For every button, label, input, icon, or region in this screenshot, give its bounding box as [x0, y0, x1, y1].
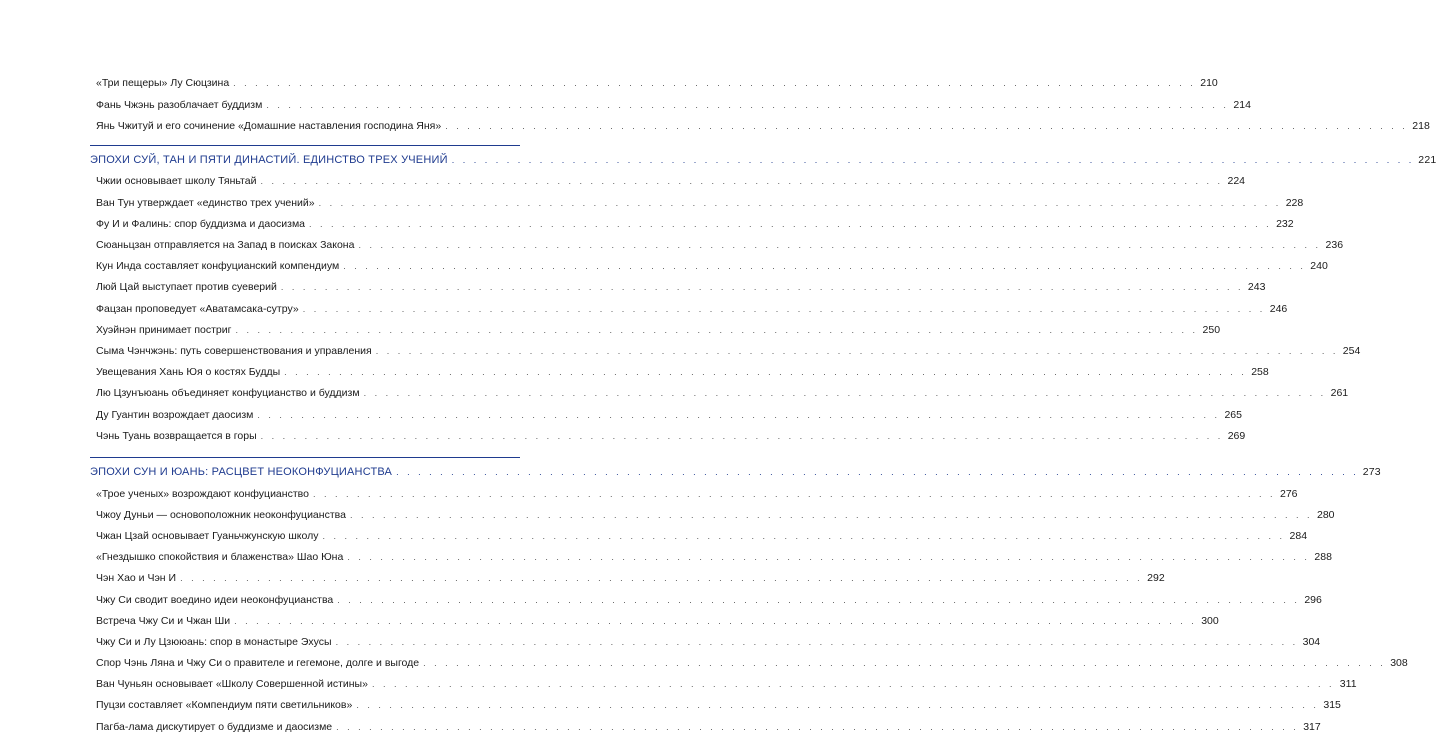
toc-entry-title: Фу И и Фалинь: спор буддизма и даосизма	[96, 218, 306, 230]
dot-leader: . . . . . . . . . . . . . . . . . . . . . . . . . . . . . . . . . . . . . . . . . . . . . . . . . . . . . . . . . . . . . . . . . . . . . . . . . . . . . . . . . . . . . . . .	[312, 489, 1276, 499]
toc-entry[interactable]	[96, 508, 1335, 522]
toc-entry-page: 243	[1247, 281, 1266, 293]
toc-entry-title: Пуцзи составляет «Компендиум пяти светильников»	[96, 699, 353, 711]
toc-entry-page: 261	[1330, 387, 1349, 399]
toc-entry[interactable]	[96, 677, 1357, 691]
dot-leader: . . . . . . . . . . . . . . . . . . . . . . . . . . . . . . . . . . . . . . . . . . . . . . . . . . . . . . . . . . . . . . . . . . . . . . . . . . . . . . . . . . . . . . . .	[451, 155, 1415, 165]
dot-leader: . . . . . . . . . . . . . . . . . . . . . . . . . . . . . . . . . . . . . . . . . . . . . . . . . . . . . . . . . . . . . . . . . . . . . . . . . . . . . . . . . . . . . . . .	[257, 410, 1220, 420]
toc-entry-title: Чжоу Дуньи — основоположник неоконфуцианства	[96, 509, 346, 521]
toc-entry-title: Хуэйнэн принимает постриг	[96, 324, 232, 336]
toc-entry[interactable]	[96, 196, 1304, 210]
toc-entry-title: Ван Тун утверждает «единство трех учений»	[96, 197, 315, 209]
toc-entry[interactable]	[96, 408, 1242, 422]
toc-entry-title: Встреча Чжу Си и Чжан Ши	[96, 615, 231, 627]
dot-leader: . . . . . . . . . . . . . . . . . . . . . . . . . . . . . . . . . . . . . . . . . . . . . . . . . . . . . . . . . . . . . . . . . . . . . . . . . . . . . . . . . . . . . . . .	[335, 637, 1299, 647]
toc-entry-title: Фань Чжэнь разоблачает буддизм	[96, 99, 263, 111]
toc-entry-page: 269	[1227, 430, 1246, 442]
toc-entry[interactable]	[96, 323, 1221, 337]
dot-leader: . . . . . . . . . . . . . . . . . . . . . . . . . . . . . . . . . . . . . . . . . . . . . . . . . . . . . . . . . . . . . . . . . . . . . . . . . . . . . . . . . . . . . . . .	[375, 346, 1339, 356]
toc-entry-page: 265	[1224, 409, 1242, 421]
dot-leader: . . . . . . . . . . . . . . . . . . . . . . . . . . . . . . . . . . . . . . . . . . . . . . . . . . . . . . . . . . . . . . . . . . . . . . . . . . . . . . . . . . . . . . . .	[343, 261, 1306, 271]
toc-entry-page: 218	[1412, 120, 1430, 132]
section-heading-page: 273	[1362, 466, 1381, 478]
toc-entry-page: 280	[1317, 509, 1335, 521]
toc-entry[interactable]	[96, 365, 1269, 379]
toc-entry-page: 224	[1227, 175, 1246, 187]
toc-entry[interactable]	[96, 344, 1361, 358]
section-heading[interactable]	[90, 465, 1381, 479]
toc-entry-title: Лю Цзунъюань объединяет конфуцианство и буддизм	[96, 387, 360, 399]
toc-entry-page: 308	[1390, 657, 1408, 669]
dot-leader: . . . . . . . . . . . . . . . . . . . . . . . . . . . . . . . . . . . . . . . . . . . . . . . . . . . . . . . . . . . . . . . . . . . . . . . . . . . . . . . . . . . . . . . .	[356, 700, 1319, 710]
dot-leader: . . . . . . . . . . . . . . . . . . . . . . . . . . . . . . . . . . . . . . . . . . . . . . . . . . . . . . . . . . . . . . . . . . . . . . . . . . . . . . . . . . . . . . . .	[349, 510, 1313, 520]
dot-leader: . . . . . . . . . . . . . . . . . . . . . . . . . . . . . . . . . . . . . . . . . . . . . . . . . . . . . . . . . . . . . . . . . . . . . . . . . . . . . . . . . . . . . . . .	[396, 467, 1359, 477]
toc-entry-page: 317	[1303, 721, 1321, 733]
toc-entry-page: 228	[1285, 197, 1304, 209]
toc-entry[interactable]	[96, 98, 1251, 112]
dot-leader: . . . . . . . . . . . . . . . . . . . . . . . . . . . . . . . . . . . . . . . . . . . . . . . . . . . . . . . . . . . . . . . . . . . . . . . . . . . . . . . . . . . . . . . .	[234, 616, 1197, 626]
toc-entry-title: Ван Чуньян основывает «Школу Совершенной истины»	[96, 678, 368, 690]
dot-leader: . . . . . . . . . . . . . . . . . . . . . . . . . . . . . . . . . . . . . . . . . . . . . . . . . . . . . . . . . . . . . . . . . . . . . . . . . . . . . . . . . . . . . . . .	[235, 325, 1199, 335]
toc-entry[interactable]	[96, 429, 1246, 443]
toc-entry-page: 236	[1325, 239, 1344, 251]
toc-entry[interactable]	[96, 635, 1321, 649]
toc-entry-title: Чэнь Туань возвращается в горы	[96, 430, 257, 442]
dot-leader: . . . . . . . . . . . . . . . . . . . . . . . . . . . . . . . . . . . . . . . . . . . . . . . . . . . . . . . . . . . . . . . . . . . . . . . . . . . . . . . . . . . . . . . .	[302, 304, 1266, 314]
toc-entry-page: 315	[1323, 699, 1341, 711]
toc-entry-page: 258	[1251, 366, 1269, 378]
toc-entry[interactable]	[96, 280, 1266, 294]
toc-entry-title: Ду Гуантин возрождает даосизм	[96, 409, 254, 421]
toc-entry-title: Сыма Чэнчжэнь: путь совершенствования и управления	[96, 345, 372, 357]
dot-leader: . . . . . . . . . . . . . . . . . . . . . . . . . . . . . . . . . . . . . . . . . . . . . . . . . . . . . . . . . . . . . . . . . . . . . . . . . . . . . . . . . . . . . . . .	[280, 282, 1244, 292]
toc-entry-page: 240	[1310, 260, 1328, 272]
toc-entry-page: 250	[1202, 324, 1221, 336]
toc-entry-page: 300	[1201, 615, 1219, 627]
section-rule	[90, 457, 520, 458]
toc-entry-page: 246	[1269, 303, 1288, 315]
toc-entry-title: Чжии основывает школу Тяньтай	[96, 175, 257, 187]
toc-entry-page: 304	[1302, 636, 1321, 648]
toc-entry-page: 292	[1147, 572, 1165, 584]
toc-entry-page: 210	[1200, 77, 1218, 89]
toc-entry-title: Чэн Хао и Чэн И	[96, 572, 177, 584]
dot-leader: . . . . . . . . . . . . . . . . . . . . . . . . . . . . . . . . . . . . . . . . . . . . . . . . . . . . . . . . . . . . . . . . . . . . . . . . . . . . . . . . . . . . . . . .	[322, 531, 1286, 541]
toc-entry-page: 214	[1233, 99, 1251, 111]
toc-entry[interactable]	[96, 487, 1298, 501]
dot-leader: . . . . . . . . . . . . . . . . . . . . . . . . . . . . . . . . . . . . . . . . . . . . . . . . . . . . . . . . . . . . . . . . . . . . . . . . . . . . . . . . . . . . . . . .	[260, 431, 1224, 441]
dot-leader: . . . . . . . . . . . . . . . . . . . . . . . . . . . . . . . . . . . . . . . . . . . . . . . . . . . . . . . . . . . . . . . . . . . . . . . . . . . . . . . . . . . . . . . .	[180, 573, 1143, 583]
dot-leader: . . . . . . . . . . . . . . . . . . . . . . . . . . . . . . . . . . . . . . . . . . . . . . . . . . . . . . . . . . . . . . . . . . . . . . . . . . . . . . . . . . . . . . . .	[233, 78, 1196, 88]
toc-entry-page: 311	[1339, 678, 1357, 690]
dot-leader: . . . . . . . . . . . . . . . . . . . . . . . . . . . . . . . . . . . . . . . . . . . . . . . . . . . . . . . . . . . . . . . . . . . . . . . . . . . . . . . . . . . . . . . .	[336, 722, 1299, 732]
dot-leader: . . . . . . . . . . . . . . . . . . . . . . . . . . . . . . . . . . . . . . . . . . . . . . . . . . . . . . . . . . . . . . . . . . . . . . . . . . . . . . . . . . . . . . . .	[266, 100, 1229, 110]
section-heading[interactable]	[90, 153, 1436, 167]
toc-entry-title: «Три пещеры» Лу Сюцзина	[96, 77, 230, 89]
dot-leader: . . . . . . . . . . . . . . . . . . . . . . . . . . . . . . . . . . . . . . . . . . . . . . . . . . . . . . . . . . . . . . . . . . . . . . . . . . . . . . . . . . . . . . . .	[423, 658, 1386, 668]
section-rule	[90, 145, 520, 146]
toc-entry[interactable]	[96, 529, 1308, 543]
toc-entry[interactable]	[96, 656, 1408, 670]
toc-entry-page: 276	[1280, 488, 1298, 500]
dot-leader: . . . . . . . . . . . . . . . . . . . . . . . . . . . . . . . . . . . . . . . . . . . . . . . . . . . . . . . . . . . . . . . . . . . . . . . . . . . . . . . . . . . . . . . .	[347, 552, 1310, 562]
toc-entry-title: Сюаньцзан отправляется на Запад в поисках Закона	[96, 239, 355, 251]
toc-entry-page: 296	[1304, 594, 1322, 606]
toc-entry-title: «Трое ученых» возрождают конфуцианство	[96, 488, 309, 500]
toc-entry-page: 284	[1289, 530, 1308, 542]
dot-leader: . . . . . . . . . . . . . . . . . . . . . . . . . . . . . . . . . . . . . . . . . . . . . . . . . . . . . . . . . . . . . . . . . . . . . . . . . . . . . . . . . . . . . . . .	[363, 388, 1327, 398]
toc-entry[interactable]	[96, 698, 1341, 712]
toc-entry[interactable]	[96, 119, 1430, 133]
toc-entry-title: Чжу Си и Лу Цзююань: спор в монастыре Эхусы	[96, 636, 332, 648]
toc-entry[interactable]	[96, 386, 1349, 400]
dot-leader: . . . . . . . . . . . . . . . . . . . . . . . . . . . . . . . . . . . . . . . . . . . . . . . . . . . . . . . . . . . . . . . . . . . . . . . . . . . . . . . . . . . . . . . .	[371, 679, 1335, 689]
toc-entry-page: 288	[1314, 551, 1332, 563]
toc-entry[interactable]	[96, 593, 1322, 607]
toc-entry-title: Спор Чэнь Ляна и Чжу Си о правителе и гегемоне, долге и выгоде	[96, 657, 420, 669]
toc-entry-title: Пагба-лама дискутирует о буддизме и даосизме	[96, 721, 333, 733]
dot-leader: . . . . . . . . . . . . . . . . . . . . . . . . . . . . . . . . . . . . . . . . . . . . . . . . . . . . . . . . . . . . . . . . . . . . . . . . . . . . . . . . . . . . . . . .	[358, 240, 1322, 250]
toc-entry-title: Люй Цай выступает против суеверий	[96, 281, 277, 293]
toc-entry-title: Кун Инда составляет конфуцианский компендиум	[96, 260, 340, 272]
toc-entry[interactable]	[96, 238, 1344, 252]
dot-leader: . . . . . . . . . . . . . . . . . . . . . . . . . . . . . . . . . . . . . . . . . . . . . . . . . . . . . . . . . . . . . . . . . . . . . . . . . . . . . . . . . . . . . . . .	[337, 595, 1300, 605]
toc-entry[interactable]	[96, 174, 1246, 188]
toc-entry-title: Чжан Цзай основывает Гуаньчжунскую школу	[96, 530, 319, 542]
dot-leader: . . . . . . . . . . . . . . . . . . . . . . . . . . . . . . . . . . . . . . . . . . . . . . . . . . . . . . . . . . . . . . . . . . . . . . . . . . . . . . . . . . . . . . . .	[445, 121, 1408, 131]
toc-entry[interactable]	[96, 571, 1165, 585]
toc-entry-title: Чжу Си сводит воедино идеи неоконфуцианства	[96, 594, 334, 606]
toc-entry-page: 232	[1276, 218, 1294, 230]
section-heading-title: ЭПОХИ СУН И ЮАНЬ: РАСЦВЕТ НЕОКОНФУЦИАНСТВА	[90, 466, 393, 478]
toc-entry-title: Янь Чжитуй и его сочинение «Домашние наставления господина Яня»	[96, 120, 442, 132]
toc-entry[interactable]	[96, 720, 1321, 734]
toc-entry[interactable]	[96, 259, 1328, 273]
toc-entry[interactable]	[96, 302, 1288, 316]
dot-leader: . . . . . . . . . . . . . . . . . . . . . . . . . . . . . . . . . . . . . . . . . . . . . . . . . . . . . . . . . . . . . . . . . . . . . . . . . . . . . . . . . . . . . . . .	[284, 367, 1247, 377]
section-heading-page: 221	[1418, 154, 1436, 166]
dot-leader: . . . . . . . . . . . . . . . . . . . . . . . . . . . . . . . . . . . . . . . . . . . . . . . . . . . . . . . . . . . . . . . . . . . . . . . . . . . . . . . . . . . . . . . .	[318, 198, 1282, 208]
dot-leader: . . . . . . . . . . . . . . . . . . . . . . . . . . . . . . . . . . . . . . . . . . . . . . . . . . . . . . . . . . . . . . . . . . . . . . . . . . . . . . . . . . . . . . . .	[260, 176, 1224, 186]
toc-entry-title: «Гнездышко спокойствия и блаженства» Шао Юна	[96, 551, 344, 563]
toc-entry[interactable]	[96, 217, 1294, 231]
toc-entry[interactable]	[96, 550, 1332, 564]
toc-entry[interactable]	[96, 614, 1219, 628]
dot-leader: . . . . . . . . . . . . . . . . . . . . . . . . . . . . . . . . . . . . . . . . . . . . . . . . . . . . . . . . . . . . . . . . . . . . . . . . . . . . . . . . . . . . . . . .	[309, 219, 1272, 229]
toc-entry[interactable]	[96, 76, 1218, 90]
toc-entry-title: Увещевания Хань Юя о костях Будды	[96, 366, 281, 378]
toc-entry-title: Фацзан проповедует «Аватамсака-сутру»	[96, 303, 299, 315]
toc-entry-page: 254	[1342, 345, 1361, 357]
section-heading-title: ЭПОХИ СУЙ, ТАН И ПЯТИ ДИНАСТИЙ. ЕДИНСТВО ТРЕХ УЧЕНИЙ	[90, 154, 448, 166]
